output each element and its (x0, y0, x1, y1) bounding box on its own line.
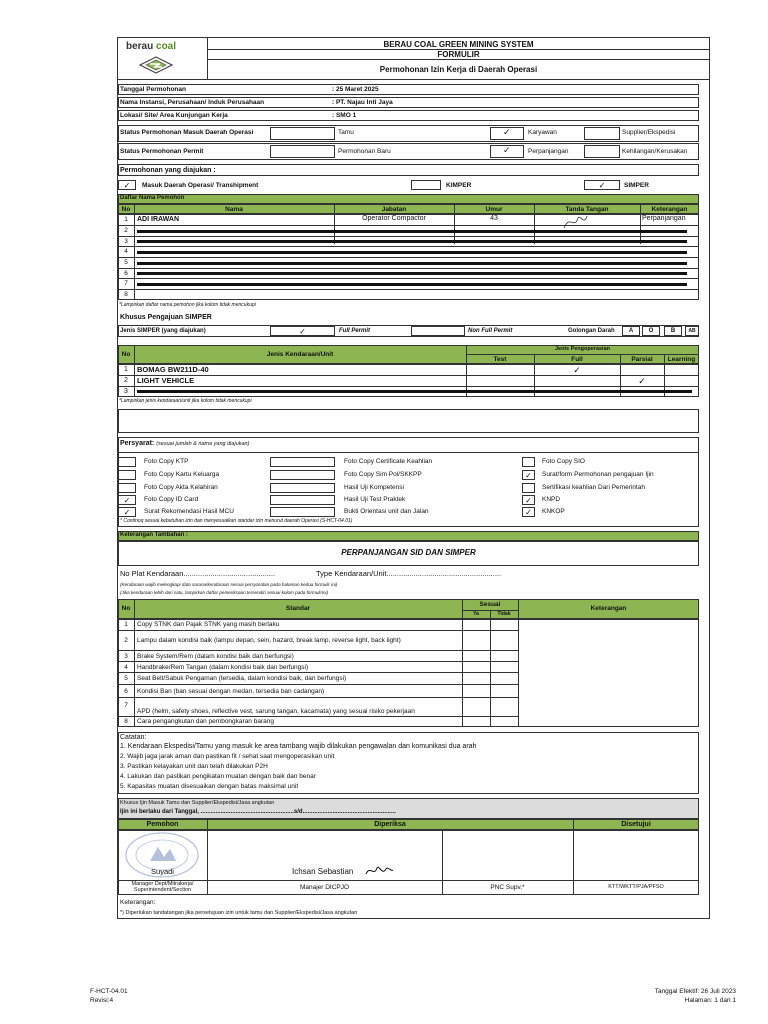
pemohon-row-no: 2 (124, 227, 128, 234)
redaction-bar (137, 251, 687, 254)
syarat-surat-form: Surat/form Permohonan pengajuan Ijin (542, 471, 654, 478)
type-kendaraan[interactable]: Type Kendaraan/Unit....................................................... (316, 569, 502, 578)
pemohon-role: Manager Dept/Mitrakerja/ Superintendent/Section (131, 881, 194, 894)
disetujui-role: KTT/WKTT/PJA/PFSO (608, 884, 664, 890)
syarat-certificate: Foto Copy Certificate Keahlian (344, 458, 433, 465)
footer-revisi: Revisi:4 (90, 997, 114, 1004)
tanggal-label: Tanggal Permohonan (120, 86, 186, 93)
diperiksa-role2: PNC Supv.* (490, 884, 525, 891)
syarat-sio: Foto Copy SIO (542, 458, 585, 465)
check-masuk-daerah[interactable]: ✓ (118, 180, 136, 190)
std-row-no: 8 (124, 718, 128, 725)
col-umur: Umur (485, 206, 503, 213)
approval-keterangan: Keterangan: (120, 899, 156, 906)
col-nama: Nama (225, 206, 243, 213)
std-row-text: Cara pengangkutan dan pembongkaran barang (137, 718, 274, 725)
kend-check-parsial[interactable]: ✓ (638, 376, 646, 386)
kend-row-no: 1 (124, 366, 128, 373)
persyaratan-label: Persyarat: (sesuai jumlah & nama yang diajukan) (120, 440, 250, 447)
check-kimper[interactable] (411, 180, 441, 190)
footer-halaman: Halaman: 1 dari 1 (684, 997, 736, 1004)
std-col-sesuai: Sesuai (479, 601, 501, 608)
pemohon-row-no: 6 (124, 270, 128, 277)
gol-a[interactable]: A (622, 326, 640, 336)
std-row-no: 3 (124, 653, 128, 660)
diperiksa-role1: Manajer DICPJO (299, 884, 350, 891)
gol-o[interactable]: O (642, 326, 660, 336)
kend-col-test: Test (493, 356, 507, 363)
std-row-no: 1 (124, 621, 128, 628)
check-sertifikasi[interactable] (522, 483, 535, 493)
syarat-akta: Foto Copy Akta Kelahiran (144, 484, 218, 491)
check-akta[interactable] (118, 483, 136, 493)
gol-b[interactable]: B (664, 326, 682, 336)
check-certificate[interactable] (270, 457, 335, 467)
kend-col-pengoperasian: Jenis Pengoperasian (554, 346, 611, 352)
diperiksa-name: Ichsan Sebastian (292, 867, 354, 876)
signature-icon (560, 212, 590, 232)
std-row-text: Copy STNK dan Pajak STNK yang masih berlaku (137, 621, 280, 628)
syarat-id-card: Foto Copy ID Card (144, 496, 199, 503)
check-mcu[interactable]: ✓ (118, 507, 136, 517)
pemohon-row-no: 3 (124, 238, 128, 245)
redaction-bar (137, 230, 687, 233)
kend-col-learning: Learning (667, 356, 696, 363)
std-row-no: 7 (124, 702, 128, 709)
check-surat-form[interactable]: ✓ (522, 470, 535, 480)
check-knkop[interactable]: ✓ (522, 507, 535, 517)
daftar-note: *Lampirkan daftar nama pemohon jika kolom tidak mencukupi (119, 302, 256, 308)
check-perpanjangan[interactable]: ✓ (503, 145, 511, 155)
check-non-full-permit[interactable] (411, 326, 465, 336)
catatan-label: Catatan: (120, 734, 147, 741)
gol-ab[interactable]: AB (685, 326, 699, 336)
keterangan-value[interactable]: PERPANJANGAN SID DAN SIMPER (341, 548, 476, 557)
std-row-text: Kondisi Ban (ban sesuai dengan medan, tersedia ban cadangan) (137, 688, 325, 695)
std-row-no: 2 (124, 637, 128, 644)
status-masuk-tamu[interactable]: Tamu (338, 129, 354, 136)
golongan-darah-label: Golongan Darah (568, 328, 615, 334)
syarat-kk: Foto Copy Kartu Keluarga (144, 471, 220, 478)
std-row-text: Lampu dalam kondisi baik (lampu depan, sein, hazard, break lamp, reverse light, back light) (137, 637, 401, 644)
kend-row-no: 3 (124, 388, 128, 395)
formulir-label: FORMULIR (437, 50, 480, 59)
status-permit-baru[interactable]: Permohonan Baru (338, 148, 391, 155)
status-masuk-supplier[interactable]: Supplier/Ekspedisi (622, 129, 676, 136)
lokasi-value[interactable]: : SMO 1 (332, 112, 357, 119)
khusus-label: Khusus Ijin Masuk Tamu dan Supplier/Ekspedisi/Jasa angkutan (120, 800, 275, 806)
kend-col-jenis: Jenis Kendaraan/Unit (266, 351, 334, 358)
permohonan-masuk-daerah: Masuk Daerah Operasi/ Transhipment (142, 182, 259, 189)
check-karyawan[interactable]: ✓ (503, 127, 511, 137)
pemohon-umur: 43 (490, 215, 498, 222)
check-sim[interactable] (270, 470, 335, 480)
form-title: Permohonan Izin Kerja di Daerah Operasi (379, 65, 538, 74)
simper-full-permit: Full Permit (339, 328, 371, 334)
redaction-bar (137, 272, 687, 275)
approval-pemohon: Pemohon (146, 821, 179, 828)
syarat-orientasi: Bukti Orientasi unit dan Jalan (344, 508, 429, 515)
kend-col-no: No (121, 351, 131, 358)
status-permit-perpanjangan: Perpanjangan (528, 148, 569, 155)
simper-jenis-label: Jenis SIMPER (yang diajukan) (120, 328, 206, 334)
redaction-bar (137, 283, 687, 286)
catatan-item: 4. Lakukan dan pastikan pengikatan muatan dengan baik dan benar (120, 773, 316, 780)
check-orientasi[interactable] (270, 507, 335, 517)
syarat-knkop: KNKOP (542, 508, 565, 515)
std-row-no: 5 (124, 675, 128, 682)
redaction-bar (137, 390, 692, 393)
std-col-ya: Ya (473, 611, 479, 617)
berau-coal-logo-icon (138, 53, 174, 75)
syarat-sim: Foto Copy Sim Pol/SKKPP (344, 471, 422, 478)
std-col-keterangan: Keterangan (590, 605, 627, 612)
nama-label: Nama Instansi, Perusahaan/ Induk Perusahaan (120, 99, 265, 106)
col-keterangan: Keterangan (651, 206, 688, 213)
status-masuk-karyawan: Karyawan (528, 129, 557, 136)
syarat-sertifikasi: Sertifikasi keahlian Dari Pemerintah (542, 484, 645, 491)
check-praktek[interactable] (270, 495, 335, 505)
footer-tanggal: Tanggal Efektif: 26 Juli 2023 (654, 988, 736, 995)
simper-title: Khusus Pengajuan SIMPER (120, 314, 212, 321)
col-tanda-tangan: Tanda Tangan (565, 206, 609, 213)
kend-row-no: 2 (124, 377, 128, 384)
syarat-ktp: Foto Copy KTP (144, 458, 189, 465)
approval-disetujui: Disetujui (621, 821, 651, 828)
permohonan-simper: SIMPER (624, 182, 649, 189)
status-masuk-label: Status Permohonan Masuk Daerah Operasi (120, 129, 254, 136)
kend-col-parsial: Parsial (631, 356, 653, 363)
std-col-no: No (121, 605, 131, 612)
std-row-text: APD (helm, safety shoes, reflective vest, sarung tangan, kacamata) yang sesuai risiko pekerjaan (137, 708, 415, 715)
syarat-praktek: Hasil Uji Test Praktek (344, 496, 406, 503)
col-jabatan: Jabatan (381, 206, 407, 213)
pemohon-row-no: 8 (124, 291, 128, 298)
std-col-standar: Standar (285, 605, 311, 612)
catatan-item: 1. Kendaraan Ekspedisi/Tamu yang masuk ke area tambang wajib dilakukan pengawalan dan komunikasi dua arah (120, 743, 477, 750)
status-permit-kehilangan[interactable]: Kehilangan/Kerusakan (622, 148, 688, 155)
no-plat-kendaraan[interactable]: No Plat Kendaraan............................................ (120, 569, 276, 578)
check-id-card[interactable]: ✓ (118, 495, 136, 505)
redaction-bar (137, 240, 687, 243)
col-no: No (121, 206, 131, 213)
daftar-title: Daftar Nama Pemohon (120, 195, 185, 201)
permohonan-kimper: KIMPER (446, 182, 472, 189)
pemohon-row-no: 4 (124, 248, 128, 255)
std-row-text: Handbrake/Rem Tangan (dalam kondisi baik dan berfungsi) (137, 664, 309, 671)
check-ktp[interactable] (118, 457, 136, 467)
syarat-kompetensi: Hasil Uji Kompetensi (344, 484, 404, 491)
system-title: BERAU COAL GREEN MINING SYSTEM (383, 40, 534, 49)
std-col-tidak: Tidak (497, 611, 511, 617)
plat-note2: (Jika kendaraan lebih dari satu, lampirkan daftar pemeriksaan tersendiri sesuai kolom pada formulirini) (120, 590, 329, 595)
plat-note1: (Kendaraan wajib melengkapi data sarana/kendaraan sesuai persyaratan pada halaman kedua formulir ini) (120, 582, 338, 587)
kend-col-full: Full (571, 356, 583, 363)
keterangan-label: Keterangan Tambahan : (120, 532, 188, 538)
ijin-berlaku[interactable]: Ijin ini berlaku dari Tanggal, ........................................................s/d........................................................ (120, 809, 396, 815)
kend-row-jenis: BOMAG BW211D-40 (137, 365, 209, 374)
pemohon-row-no: 5 (124, 259, 128, 266)
pemohon-name: Suyadi (151, 867, 174, 876)
syarat-knpd: KNPD (542, 496, 561, 503)
simper-non-full-permit: Non Full Permit (468, 328, 513, 334)
std-row-text: Brake System/Rem (dalam kondisi baik dan berfungsi) (137, 653, 294, 660)
std-row-text: Seat Belt/Sabuk Pengaman (tersedia, dalam kondisi baik, dan berfungsi) (137, 675, 347, 682)
signature-icon (364, 864, 394, 878)
pemohon-keterangan: Perpanjangan (642, 215, 686, 222)
std-row-no: 6 (124, 688, 128, 695)
pemohon-row-no: 7 (124, 280, 128, 287)
permohonan-label: Permohonan yang diajukan : (120, 167, 216, 174)
footer-code: F-HCT-04.01 (90, 988, 128, 995)
approval-diperiksa: Diperiksa (374, 821, 406, 828)
check-simper[interactable]: ✓ (584, 180, 620, 190)
kend-row-jenis: LIGHT VEHICLE (137, 376, 195, 385)
redaction-bar (137, 262, 687, 265)
kend-check-full[interactable]: ✓ (573, 365, 581, 375)
nama-value[interactable]: : PT. Najau Inti Jaya (332, 99, 393, 106)
catatan-item: 2. Wajib jaga jarak aman dan pastikan fit / sehat saat mengoperasikan unit (120, 753, 335, 760)
syarat-mcu: Surat Rekomendasi Hasil MCU (144, 508, 234, 515)
catatan-item: 3. Pastikan kelayakan unit dan telah dilakukan P2H (120, 763, 268, 770)
pemohon-jabatan: Operator Compactor (362, 215, 426, 222)
kendaraan-note: *Lampirkan jenis kendaraan/unit jika kolom tidak mencukupi (119, 398, 252, 404)
logo-text: berau coal (126, 41, 177, 52)
pemohon-row-no: 1 (124, 216, 128, 223)
catatan-item: 5. Kapasitas muatan disesuaikan dengan batas maksimal unit (120, 783, 299, 790)
lokasi-label: Lokasi/ Site/ Area Kunjungan Kerja (120, 112, 228, 119)
status-permit-label: Status Permohonan Permit (120, 148, 204, 155)
tanggal-value[interactable]: : 25 Maret 2025 (332, 86, 379, 93)
check-kompetensi[interactable] (270, 483, 335, 493)
pemohon-nama: ADI IRAWAN (137, 216, 179, 223)
check-full-permit[interactable]: ✓ (270, 326, 335, 336)
check-kk[interactable] (118, 470, 136, 480)
check-knpd[interactable]: ✓ (522, 495, 535, 505)
std-row-no: 4 (124, 664, 128, 671)
persyaratan-note: * Continoq sesuai kebutuhan izin dan menyesuaikan standar izin menurut daerah Operasi (S-HCT-04.01) (120, 518, 353, 524)
check-sio[interactable] (522, 457, 535, 467)
approval-note: *) Diperlukan tandatangan jika persetujuan izin untuk tamu dan Supplier/Ekspedisi/Jasa angkutan (120, 910, 358, 916)
